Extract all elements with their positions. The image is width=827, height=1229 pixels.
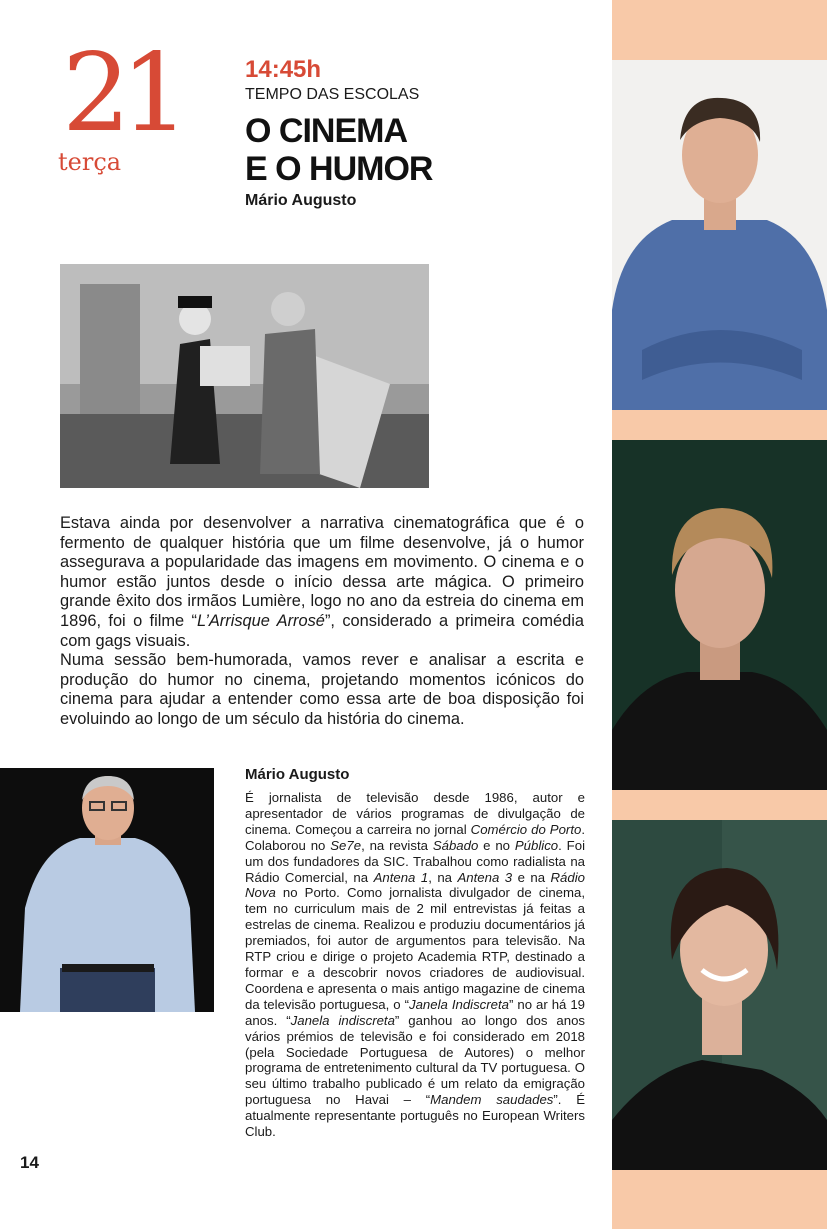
photo-woman-smiling xyxy=(612,820,827,1170)
bio-text-segment: no Porto. Como jornalista divulgador de cinema, tem no curriculum mais de 2 mil entrevistas já feitas a estrelas de cinema. Realizou e produziu documentários já premiados, foi autor de argumentos para televisão. Na RTP criou e dirige o projeto Academia RTP, destinado a formar e a descobrir novos criadores de audiovisual. Coordena e apresenta o mais antigo magazine de cinema da televisão portuguesa, o “ xyxy=(245,885,585,1012)
bio-text-segment: e na xyxy=(512,869,551,885)
bio-text-segment: ”. É atualmente representante português no European Writers Club. xyxy=(245,1092,585,1140)
bio-text-segment: e no xyxy=(478,837,515,853)
film-still-photo xyxy=(60,264,429,488)
bio-text-segment: ” no ar há 19 anos. “ xyxy=(245,996,586,1028)
bio-text-segment: É jornalista de televisão desde 1986, autor e apresentador de vários programas de divulgação de cinema. Começou a carreira no jornal xyxy=(245,790,585,837)
bio-text-segment: , na revista xyxy=(361,837,433,853)
description-text: ”, considerado a primeira comédia com gags visuais. xyxy=(60,611,585,650)
event-title-line-1: O CINEMA xyxy=(245,112,407,150)
photo-man-blond-hair xyxy=(612,440,827,790)
event-author: Mário Augusto xyxy=(245,192,357,209)
bio-italic: Se7e xyxy=(330,837,362,853)
bio-text-segment: . Colaborou no xyxy=(245,821,585,853)
event-title xyxy=(245,112,585,188)
bio-italic: Público xyxy=(514,837,559,853)
bio-italic: Rádio Nova xyxy=(245,869,585,901)
description-paragraph-1 xyxy=(60,514,584,651)
bio-text xyxy=(245,790,585,1140)
bio-italic: Janela Indiscreta xyxy=(408,996,509,1012)
bio-text-segment: . Foi um dos fundadores da SIC. Trabalhou como radialista na Rádio Comercial, na xyxy=(245,837,585,885)
date-weekday: terça xyxy=(58,148,122,176)
description-paragraph-2: Numa sessão bem-humorada, vamos rever e analisar a escrita e produção do humor no cinema, projetando momentos icónicos do cinema para ajudar a entender como essa arte de boa disposição foi evoluindo ao longo de um século da história do cinema. xyxy=(60,651,584,728)
bio-name: Mário Augusto xyxy=(245,766,350,783)
event-series: TEMPO DAS ESCOLAS xyxy=(245,86,420,103)
bio-italic: Sábado xyxy=(432,837,479,853)
photo-mario-augusto xyxy=(0,768,214,1012)
event-time: 14:45h xyxy=(245,56,322,83)
film-title: L’Arrisque Arrosé xyxy=(197,611,325,630)
description-text: Estava ainda por desenvolver a narrativa cinematográfica que é o fermento de qualquer história que um filme desenvolve, já o humor assegurava a popularidade das imagens em movimento. O cinema e o humor estão juntos desde o início dessa arte mágica. O primeiro grande êxito dos irmãos Lumière, logo no ano da estreia do cinema em 1896, foi o filme “ xyxy=(60,514,584,630)
bio-italic: Antena 3 xyxy=(457,869,513,885)
event-title-line-2: E O HUMOR xyxy=(245,150,433,188)
photo-man-blue-shirt xyxy=(612,60,827,410)
bio-italic: Mandem saudades xyxy=(430,1092,554,1108)
bio-italic: Antena 1 xyxy=(373,869,429,885)
bio-italic: Janela indiscreta xyxy=(290,1012,395,1028)
bio-text-segment: ” ganhou ao longo dos anos vários prémios de televisão e foi considerado em 2018 (pela Sociedade Portuguesa de Autores) o melhor programa de entretenimento cultural da TV portuguesa. O seu último trabalho publicado é um relato da emigração portuguesa no Havai – “ xyxy=(245,1012,585,1108)
bio-text-segment: , na xyxy=(428,869,458,885)
page-number: 14 xyxy=(20,1153,39,1172)
bio-italic: Comércio do Porto xyxy=(470,821,582,837)
date-day-number: 21 xyxy=(62,31,180,156)
event-description xyxy=(60,514,584,730)
